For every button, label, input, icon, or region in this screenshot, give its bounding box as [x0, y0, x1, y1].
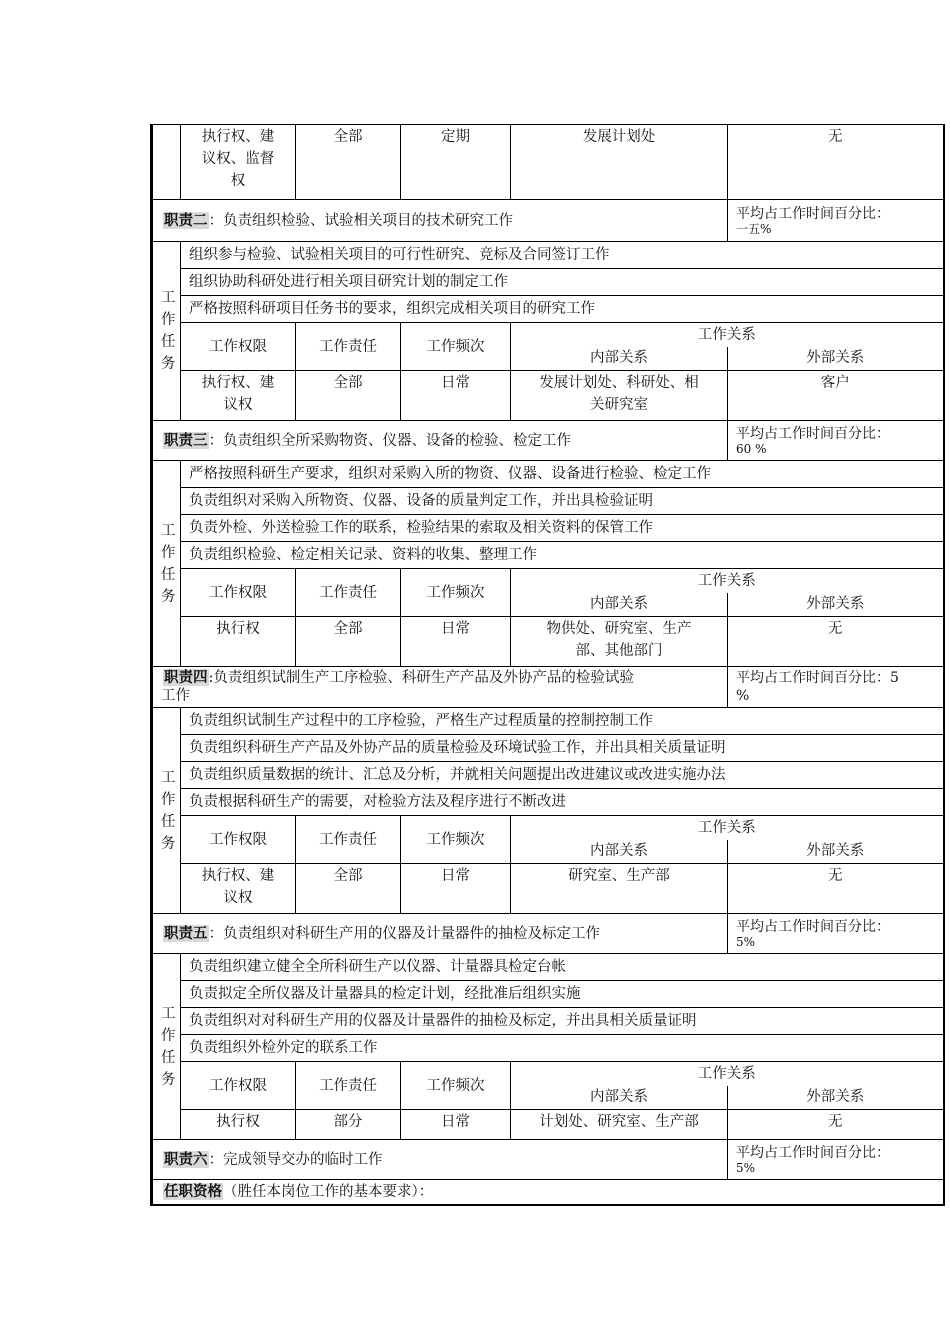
frequency-cell: 日常 — [401, 371, 511, 421]
responsibility-cell: 全部 — [296, 371, 401, 421]
col-external-header: 外部关系 — [728, 593, 944, 617]
task-row — [152, 296, 944, 323]
task-row — [152, 789, 944, 816]
relation-header-row — [152, 569, 944, 593]
task-row — [152, 954, 944, 981]
qualification-label: 任职资格 — [164, 1183, 222, 1200]
authority-line: 权 — [230, 173, 246, 189]
duty-row — [152, 421, 944, 461]
col-frequency-header: 工作频次 — [401, 1062, 511, 1110]
duty-title: 职责六：完成领导交办的临时工作 — [152, 1140, 728, 1180]
time-percentage: 平均占工作时间百分比： 一五% — [728, 200, 944, 242]
time-percentage-value: 5% — [736, 935, 756, 949]
frequency-cell: 日常 — [401, 1110, 511, 1140]
task-row — [152, 735, 944, 762]
task-row — [152, 1008, 944, 1035]
col-relation-header: 工作关系 — [511, 816, 944, 840]
authority-cell — [181, 125, 296, 200]
col-authority-header: 工作权限 — [181, 816, 296, 864]
top-relation-row — [152, 125, 944, 200]
task-row — [152, 515, 944, 542]
duty-row — [152, 667, 944, 708]
col-external-header: 外部关系 — [728, 840, 944, 864]
responsibility-cell: 全部 — [296, 617, 401, 667]
task-row — [152, 242, 944, 269]
time-percentage: 平均占工作时间百分比： 5% — [728, 1140, 944, 1180]
qualification — [152, 1180, 944, 1206]
side-cell — [152, 125, 181, 200]
task-item: 负责外检、外送检验工作的联系，检验结果的索取及相关资料的保管工作 — [181, 515, 944, 542]
task-item: 负责组织外检外定的联系工作 — [181, 1035, 944, 1062]
duty-title: 职责二：负责组织检验、试验相关项目的技术研究工作 — [152, 200, 728, 242]
duty-label: 职责二 — [164, 211, 208, 229]
task-item: 负责组织对对科研生产用的仪器及计量器件的抽检及标定，并出具相关质量证明 — [181, 1008, 944, 1035]
task-item: 负责组织检验、检定相关记录、资料的收集、整理工作 — [181, 542, 944, 569]
col-responsibility-header: 工作责任 — [296, 816, 401, 864]
external-relation-cell: 无 — [728, 617, 944, 667]
internal-relation-cell: 发展计划处 — [511, 125, 728, 200]
task-item: 严格按照科研项目任务书的要求，组织完成相关项目的研究工作 — [181, 296, 944, 323]
duty-label: 职责六 — [164, 1150, 208, 1168]
duty-label: 职责五 — [164, 924, 208, 942]
qualification-row — [152, 1180, 944, 1206]
duty-title: 职责五：负责组织对科研生产用的仪器及计量器件的抽检及标定工作 — [152, 914, 728, 954]
relation-value-row — [152, 1110, 944, 1140]
col-internal-header: 内部关系 — [511, 347, 728, 371]
task-item: 负责组织建立健全全所科研生产以仪器、计量器具检定台帐 — [181, 954, 944, 981]
task-row — [152, 981, 944, 1008]
task-row — [152, 708, 944, 735]
task-item: 负责拟定全所仪器及计量器具的检定计划，经批准后组织实施 — [181, 981, 944, 1008]
work-tasks-side-label: 工 作 任 务 — [152, 708, 181, 914]
duty-text: 完成领导交办的临时工作 — [223, 1151, 383, 1168]
col-responsibility-header: 工作责任 — [296, 1062, 401, 1110]
col-relation-header: 工作关系 — [511, 569, 944, 593]
authority-cell: 执行权、建 议权 — [181, 864, 296, 914]
duty-title: 职责四:负责组织试制生产工序检验、科研生产产品及外协产品的检验试验 工作 — [152, 667, 728, 708]
task-item: 负责组织试制生产过程中的工序检验，严格生产过程质量的控制控制工作 — [181, 708, 944, 735]
task-item: 负责根据科研生产的需要，对检验方法及程序进行不断改进 — [181, 789, 944, 816]
responsibility-cell: 全部 — [296, 125, 401, 200]
frequency-cell: 定期 — [401, 125, 511, 200]
relation-value-row — [152, 864, 944, 914]
task-item: 组织协助科研处进行相关项目研究计划的制定工作 — [181, 269, 944, 296]
duty-text: 负责组织检验、试验相关项目的技术研究工作 — [223, 212, 513, 229]
duty-row — [152, 914, 944, 954]
external-relation-cell: 无 — [728, 125, 944, 200]
duty-text: 负责组织对科研生产用的仪器及计量器件的抽检及标定工作 — [223, 925, 600, 942]
relation-header-row — [152, 323, 944, 347]
col-internal-header: 内部关系 — [511, 840, 728, 864]
time-percentage-value: 一五% — [736, 222, 772, 236]
task-item: 严格按照科研生产要求，组织对采购入所的物资、仪器、设备进行检验、检定工作 — [181, 461, 944, 488]
time-percentage-value: 5% — [736, 1161, 756, 1175]
task-row — [152, 762, 944, 789]
duty-row — [152, 200, 944, 242]
time-percentage-value: 60 % — [736, 442, 767, 456]
work-tasks-side-label: 工 作 任 务 — [152, 242, 181, 421]
internal-relation-cell: 研究室、生产部 — [511, 864, 728, 914]
qualification-text: （胜任本岗位工作的基本要求）： — [223, 1184, 434, 1200]
internal-relation-cell: 物供处、研究室、生产 部、其他部门 — [511, 617, 728, 667]
col-relation-header: 工作关系 — [511, 323, 944, 347]
authority-line: 执行权、建 — [201, 129, 275, 145]
relation-value-row — [152, 617, 944, 667]
col-frequency-header: 工作频次 — [401, 569, 511, 617]
time-percentage: 平均占工作时间百分比： 5% — [728, 914, 944, 954]
external-relation-cell: 客户 — [728, 371, 944, 421]
col-responsibility-header: 工作责任 — [296, 323, 401, 371]
time-percentage-value: 平均占工作时间百分比：5 — [736, 670, 899, 686]
job-description-document — [150, 124, 942, 1206]
work-tasks-side-label: 工 作 任 务 — [152, 461, 181, 667]
col-internal-header: 内部关系 — [511, 593, 728, 617]
task-item: 负责组织对采购入所物资、仪器、设备的质量判定工作，并出具检验证明 — [181, 488, 944, 515]
task-row — [152, 1035, 944, 1062]
relation-value-row — [152, 371, 944, 421]
authority-cell: 执行权 — [181, 1110, 296, 1140]
task-row — [152, 542, 944, 569]
relation-header-row — [152, 816, 944, 840]
col-external-header: 外部关系 — [728, 347, 944, 371]
task-item: 负责组织科研生产产品及外协产品的质量检验及环境试验工作，并出具相关质量证明 — [181, 735, 944, 762]
relation-header-row — [152, 1062, 944, 1086]
external-relation-cell: 无 — [728, 864, 944, 914]
authority-cell: 执行权 — [181, 617, 296, 667]
col-responsibility-header: 工作责任 — [296, 569, 401, 617]
duty-text: 负责组织试制生产工序检验、科研生产产品及外协产品的检验试验 — [213, 670, 634, 686]
task-item: 负责组织质量数据的统计、汇总及分析，并就相关问题提出改进建议或改进实施办法 — [181, 762, 944, 789]
col-authority-header: 工作权限 — [181, 323, 296, 371]
duty-label: 职责三 — [164, 431, 208, 449]
col-frequency-header: 工作频次 — [401, 323, 511, 371]
task-row — [152, 269, 944, 296]
work-tasks-side-label: 工 作 任 务 — [152, 954, 181, 1140]
col-frequency-header: 工作频次 — [401, 816, 511, 864]
responsibility-cell: 部分 — [296, 1110, 401, 1140]
responsibility-cell: 全部 — [296, 864, 401, 914]
internal-relation-cell: 发展计划处、科研处、相 关研究室 — [511, 371, 728, 421]
duty-title: 职责三：负责组织全所采购物资、仪器、设备的检验、检定工作 — [152, 421, 728, 461]
col-authority-header: 工作权限 — [181, 569, 296, 617]
task-row — [152, 461, 944, 488]
frequency-cell: 日常 — [401, 864, 511, 914]
time-percentage: 平均占工作时间百分比：5 % — [728, 667, 944, 708]
authority-line: 议权、监督 — [201, 151, 275, 167]
col-relation-header: 工作关系 — [511, 1062, 944, 1086]
external-relation-cell: 无 — [728, 1110, 944, 1140]
col-authority-header: 工作权限 — [181, 1062, 296, 1110]
time-percentage: 平均占工作时间百分比： 60 % — [728, 421, 944, 461]
authority-cell: 执行权、建 议权 — [181, 371, 296, 421]
frequency-cell: 日常 — [401, 617, 511, 667]
job-description-table — [150, 124, 945, 1206]
task-item: 组织参与检验、试验相关项目的可行性研究、竞标及合同签订工作 — [181, 242, 944, 269]
duty-text: 负责组织全所采购物资、仪器、设备的检验、检定工作 — [223, 432, 571, 449]
col-external-header: 外部关系 — [728, 1086, 944, 1110]
duty-label: 职责四 — [164, 669, 208, 686]
task-row — [152, 488, 944, 515]
internal-relation-cell: 计划处、研究室、生产部 — [511, 1110, 728, 1140]
col-internal-header: 内部关系 — [511, 1086, 728, 1110]
duty-row — [152, 1140, 944, 1180]
